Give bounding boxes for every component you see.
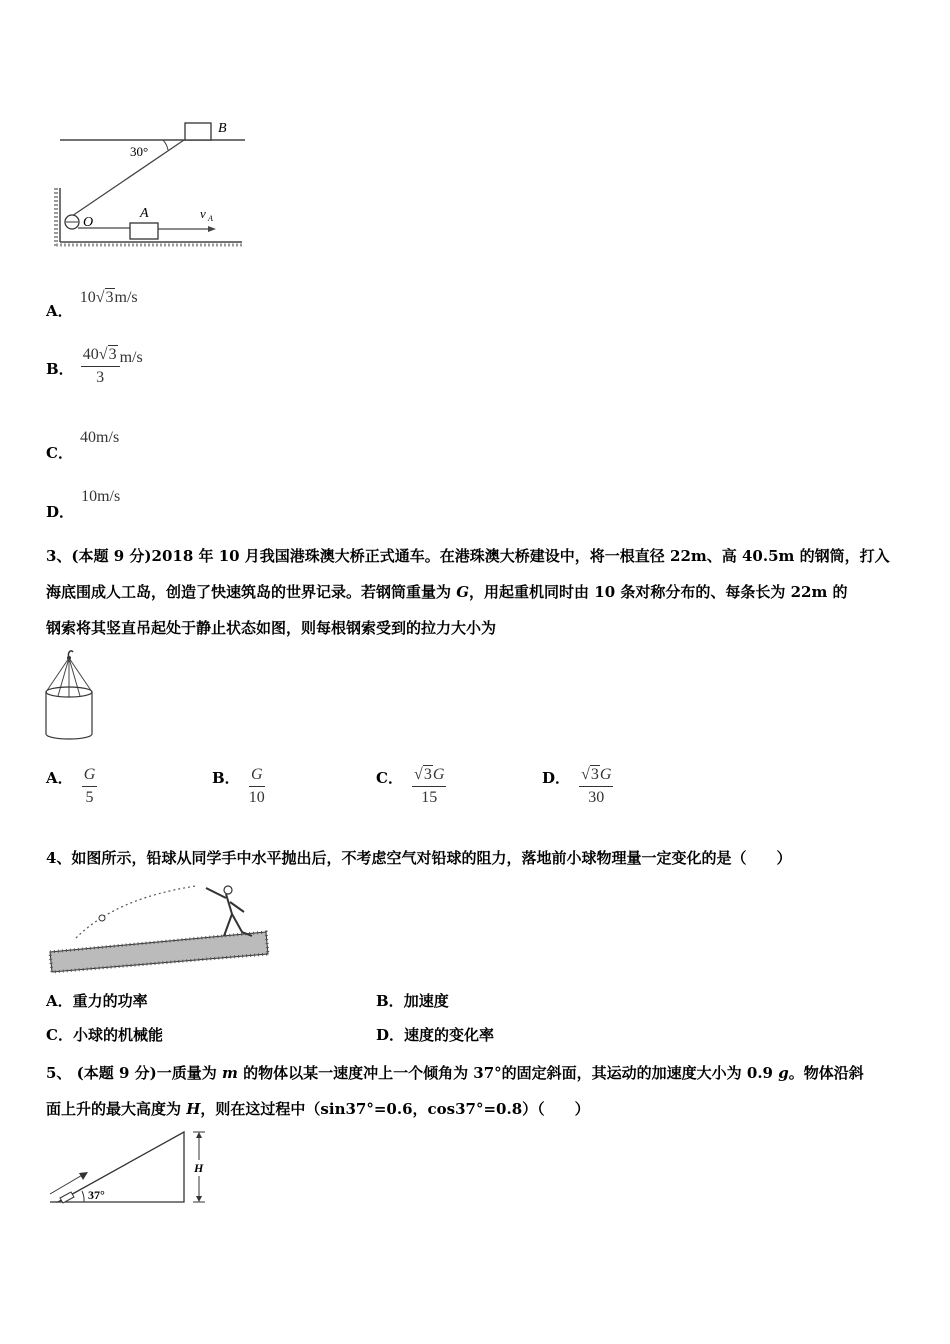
- label-o: O: [83, 215, 94, 230]
- option-label: D．: [46, 503, 75, 521]
- q3-line-2: 海底围成人工岛，创造了快速筑岛的世界记录。若钢筒重量为 G，用起重机同时由 10 条对称分布的、每条长为 22m 的: [46, 583, 848, 601]
- fraction: $\frac{G}{10}$: [248, 766, 265, 806]
- fraction: $\frac{√3G}{30}$: [581, 766, 612, 806]
- incline-diagram: [46, 1126, 216, 1208]
- q5-stem: [46, 1055, 916, 1127]
- steel-cylinder-diagram: [42, 646, 96, 742]
- q4-option-a[interactable]: A．重力的功率: [46, 992, 148, 1010]
- shot-put-diagram: [46, 880, 272, 976]
- fraction: $\frac{G}{5}$: [83, 766, 96, 806]
- block-b: [185, 123, 211, 140]
- angle-label: 30°: [130, 144, 149, 159]
- q3-stem: [46, 538, 916, 646]
- option-label: A．: [46, 302, 73, 320]
- q2-option-c[interactable]: [46, 426, 120, 462]
- velocity-arrowhead: [208, 226, 216, 232]
- option-label: B．: [46, 360, 74, 379]
- q3-line-3: 钢索将其竖直吊起处于静止状态如图，则每根钢索受到的拉力大小为: [46, 619, 497, 637]
- label-v: v: [200, 206, 206, 221]
- label-b: B: [218, 121, 227, 136]
- q4-option-c[interactable]: C．小球的机械能: [46, 1026, 163, 1044]
- sqrt-symbol: √3: [95, 289, 114, 306]
- q2-option-d[interactable]: [46, 485, 121, 521]
- q5-line-1: 5、 (本题 9 分)一质量为 m 的物体以某一速度冲上一个倾角为 37°的固定斜面，其运动的加速度大小为 0.9 g。物体沿斜: [46, 1064, 864, 1082]
- ground: [50, 932, 268, 972]
- option-value: 10√3m/s: [79, 289, 138, 306]
- label-v-sub: A: [208, 214, 213, 223]
- athlete-figure: [206, 888, 252, 936]
- block-a: [130, 223, 158, 239]
- fraction: $\frac{√3G}{15}$: [414, 766, 445, 806]
- angle-label: 37°: [88, 1188, 105, 1202]
- q3-line-1: 3、(本题 9 分)2018 年 10 月我国港珠澳大桥正式通车。在港珠澳大桥建设中，将一根直径 22m、高 40.5m 的钢筒，打入: [46, 547, 890, 565]
- option-label: C．: [46, 444, 73, 462]
- q2-option-b[interactable]: [46, 346, 141, 387]
- q2-option-a[interactable]: [46, 288, 136, 318]
- shot-ball: [99, 915, 105, 921]
- q3-option-a[interactable]: A． $\frac{G}{5}$: [46, 766, 96, 806]
- trajectory: [76, 886, 196, 938]
- q5-line-2: 面上升的最大高度为 H，则在这过程中（sin37°=0.6，cos37°=0.8）（ ）: [46, 1100, 590, 1118]
- q3-option-c[interactable]: C． $\frac{√3G}{15}$: [376, 766, 445, 806]
- q4-option-b[interactable]: B．加速度: [376, 992, 449, 1010]
- athlete-head: [224, 886, 232, 894]
- option-value: $\frac{40√3}{3}$ m/s: [82, 346, 143, 386]
- pulley-diagram: [50, 110, 250, 250]
- angle-arc: [163, 140, 168, 150]
- incline-plane: [58, 1132, 184, 1202]
- q3-option-d[interactable]: D． $\frac{√3G}{30}$: [542, 766, 612, 806]
- q4-option-d[interactable]: D．速度的变化率: [376, 1026, 495, 1044]
- q3-option-b[interactable]: B． $\frac{G}{10}$: [212, 766, 265, 806]
- label-a: A: [140, 206, 149, 221]
- option-value: 40m/s: [80, 429, 120, 446]
- fraction: $\frac{40√3}{3}$: [81, 346, 120, 387]
- rope-diagonal: [72, 140, 184, 216]
- q4-stem: 4、如图所示，铅球从同学手中水平抛出后，不考虑空气对铅球的阻力，落地前小球物理量一定变化的是（ ）: [46, 849, 792, 867]
- option-value: 10m/s: [81, 488, 121, 505]
- height-label: H: [194, 1161, 204, 1175]
